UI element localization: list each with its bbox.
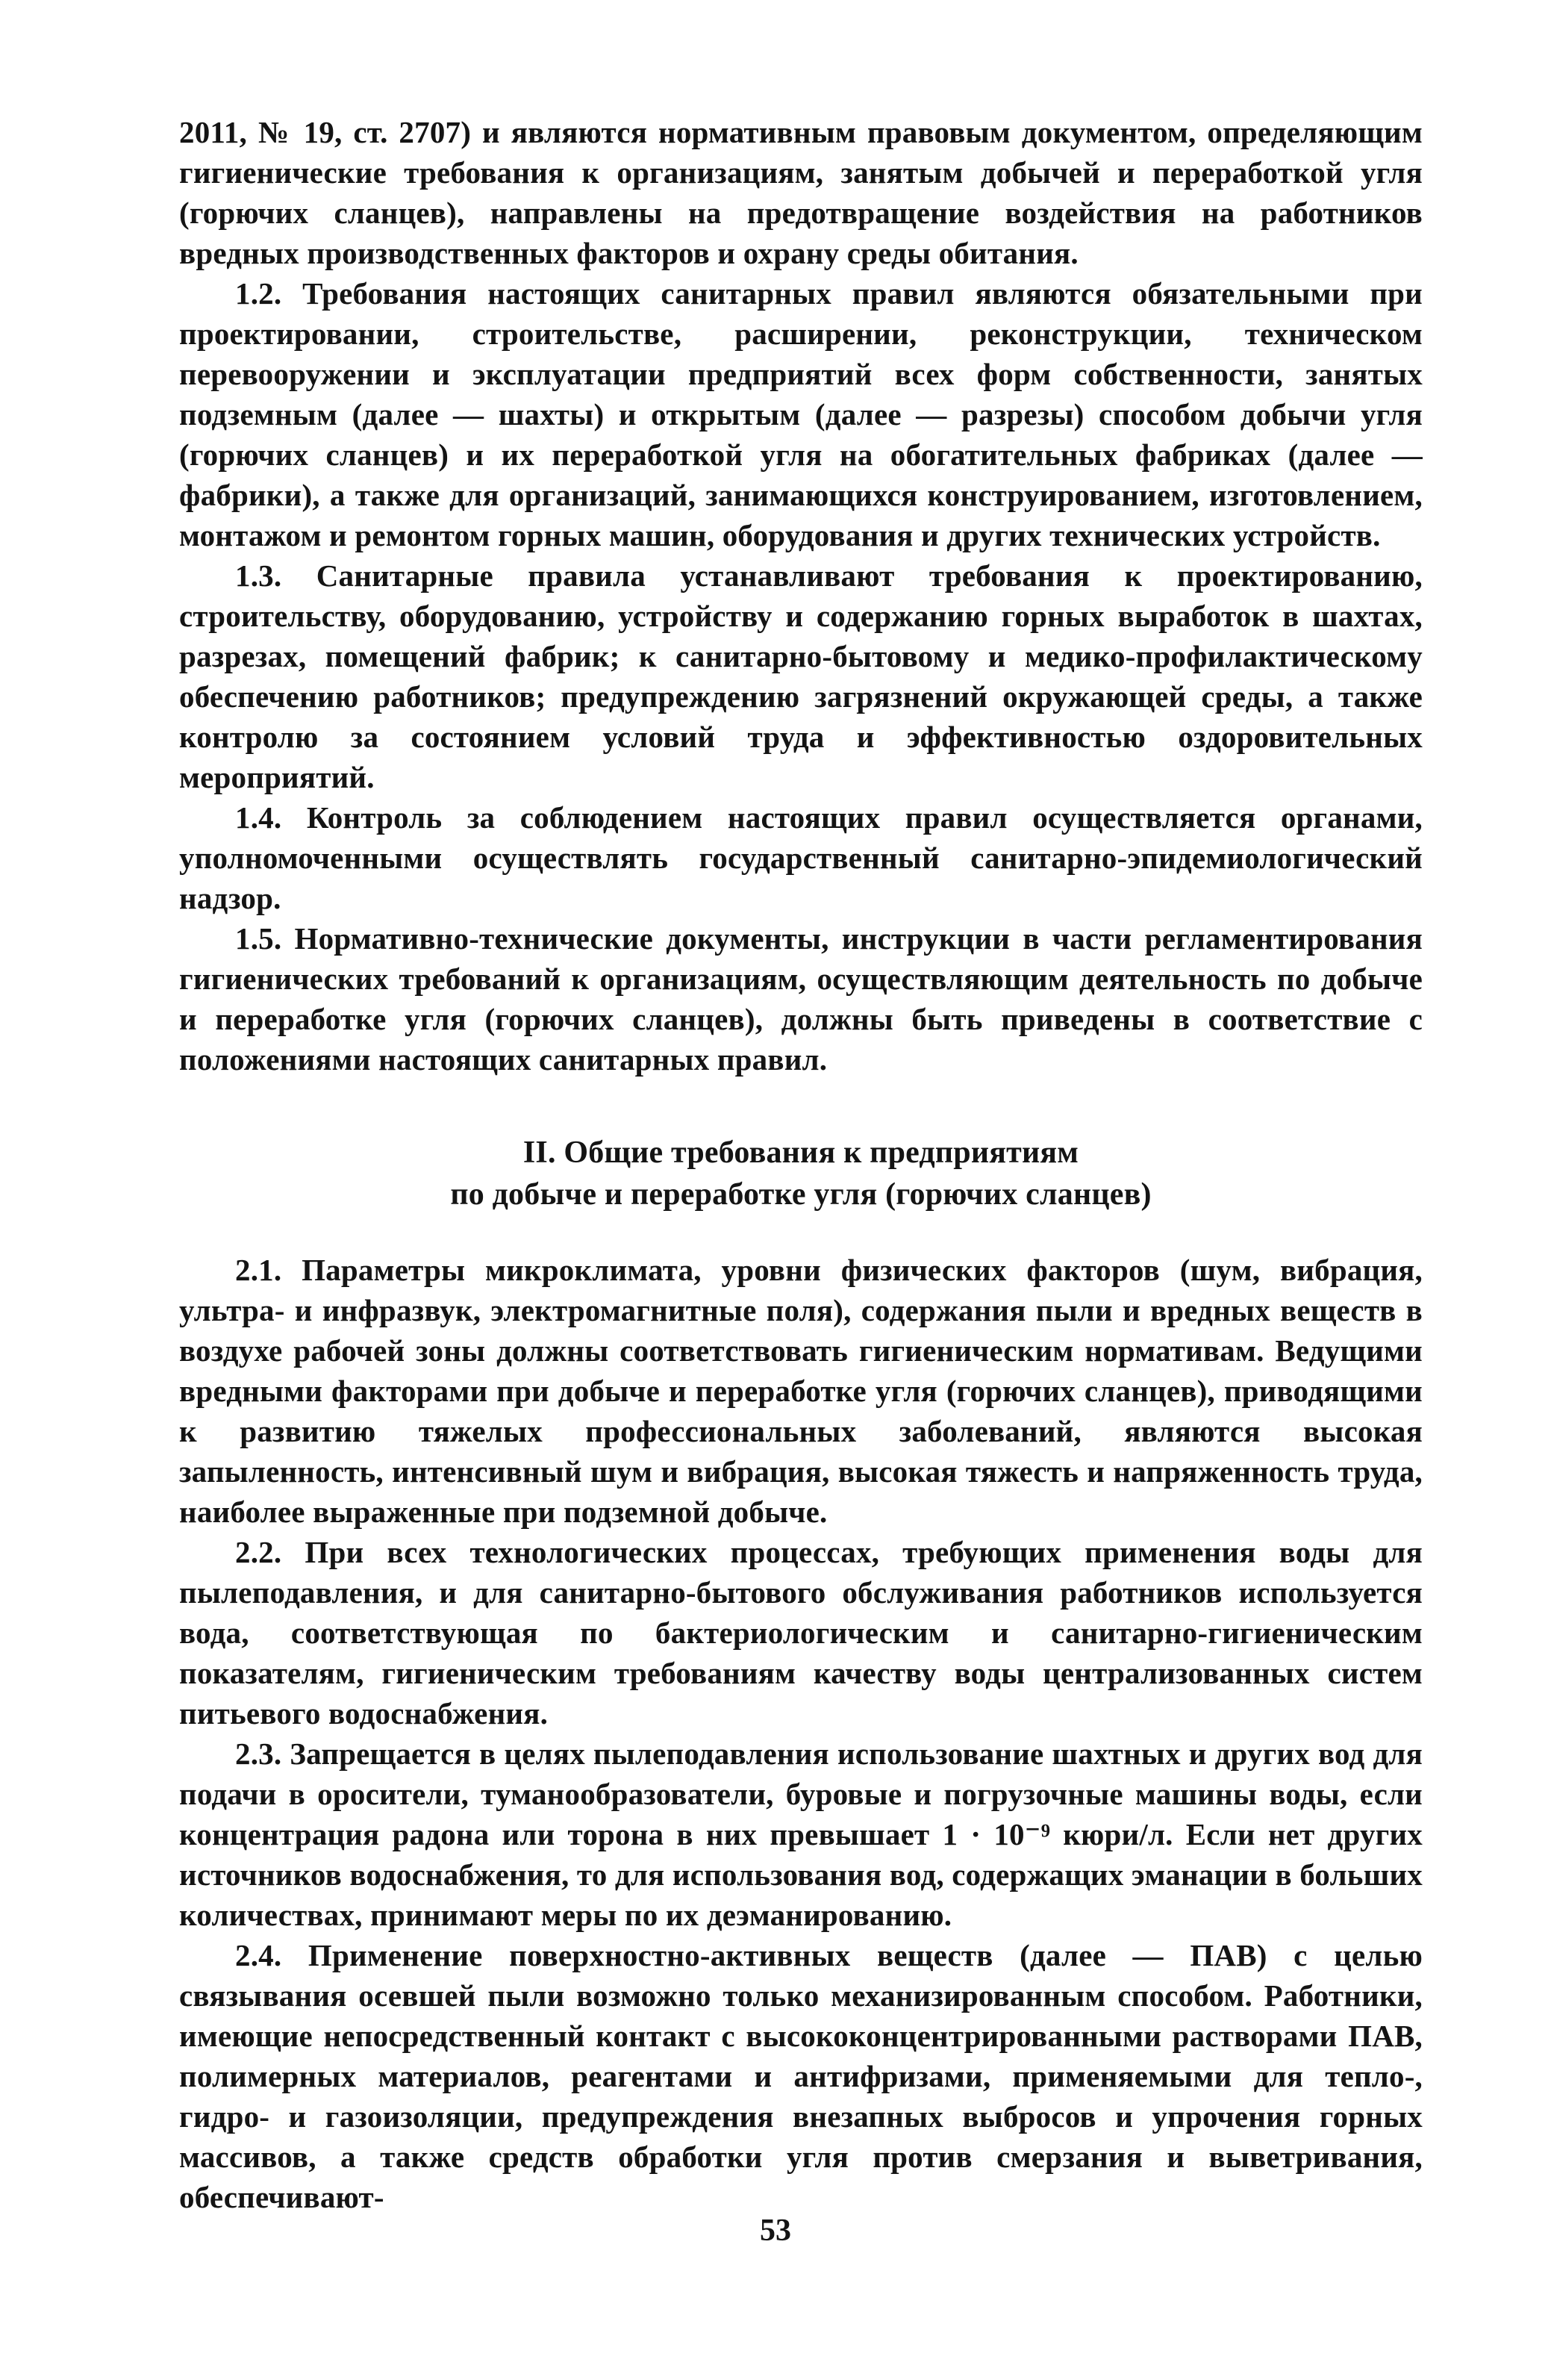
page-number: 53 bbox=[760, 2214, 791, 2248]
paragraph-2-4: 2.4. Применение поверхностно-активных веществ (далее — ПАВ) с целью связывания осевшей пыли возможно только механизированным способом. Работники, имеющие непосредственный контакт с высококонцентрированными растворами ПАВ, полимерных материалов, реагентами и антифризами, применяемыми для тепло-, гидро- и газоизоляции, предупреждения внезапных выбросов и упрочения горных массивов, а также средств обработки угля против смерзания и выветривания, обеспечивают- bbox=[179, 1938, 1423, 2214]
paragraph-1-4: 1.4. Контроль за соблюдением настоящих правил осуществляется органами, уполномоченными осуществлять государственный санитарно-эпидемиологический надзор. bbox=[179, 800, 1423, 915]
paragraph-2-3: 2.3. Запрещается в целях пылеподавления использование шахтных и других вод для подачи в оросители, туманообразователи, буровые и погрузочные машины воды, если концентрация радона или торона в них превышает 1 · 10⁻⁹ кюри/л. Если нет других источников водоснабжения, то для использования вод, содержащих эманации в больших количествах, принимают меры по их деэманированию. bbox=[179, 1736, 1423, 1932]
paragraph-1-5: 1.5. Нормативно-технические документы, инструкции в части регламентирования гигиенических требований к организациям, осуществляющим деятельность по добыче и переработке угля (горючих сланцев), должны быть приведены в соответствие с положениями настоящих санитарных правил. bbox=[179, 921, 1423, 1077]
section-heading-line-1: II. Общие требования к предприятиям bbox=[522, 1136, 1079, 1170]
paragraph-2-2: 2.2. При всех технологических процессах, требующих применения воды для пылеподавления, и для санитарно-бытового обслуживания работников используется вода, соответствующая по бактериологическим и санитарно-гигиеническим показателям, гигиеническим требованиям качеству воды централизованных систем питьевого водоснабжения. bbox=[179, 1535, 1423, 1731]
paragraph-1-3: 1.3. Санитарные правила устанавливают требования к проектированию, строительству, оборудованию, устройству и содержанию горных выработок в шахтах, разрезах, помещений фабрик; к санитарно-бытовому и медико-профилактическому обеспечению работников; предупреждению загрязнений окружающей среды, а также контролю за состоянием условий труда и эффективностью оздоровительных мероприятий. bbox=[179, 558, 1423, 794]
document-page bbox=[179, 112, 1423, 2217]
section-heading bbox=[179, 1132, 1423, 1215]
paragraph-1-2: 1.2. Требования настоящих санитарных правил являются обязательными при проектировании, строительстве, расширении, реконструкции, техническом перевооружении и эксплуатации предприятий всех форм собственности, занятых подземным (далее — шахты) и открытым (далее — разрезы) способом добычи угля (горючих сланцев) и их переработкой угля на обогатительных фабриках (далее — фабрики), а также для организаций, занимающихся конструированием, изготовлением, монтажом и ремонтом горных машин, оборудования и других технических устройств. bbox=[179, 276, 1423, 552]
paragraph-intro-continuation: 2011, № 19, ст. 2707) и являются нормативным правовым документом, определяющим гигиенические требования к организациям, занятым добычей и переработкой угля (горючих сланцев), направлены на предотвращение воздействия на работников вредных производственных факторов и охрану среды обитания. bbox=[179, 115, 1423, 270]
paragraph-2-1: 2.1. Параметры микроклимата, уровни физических факторов (шум, вибрация, ультра- и инфразвук, электромагнитные поля), содержания пыли и вредных веществ в воздухе рабочей зоны должны соответствовать гигиеническим нормативам. Ведущими вредными факторами при добыче и переработке угля (горючих сланцев), приводящими к развитию тяжелых профессиональных заболеваний, являются высокая запыленность, интенсивный шум и вибрация, высокая тяжесть и напряженность труда, наиболее выраженные при подземной добыче. bbox=[179, 1253, 1423, 1529]
section-heading-line-2: по добыче и переработке угля (горючих сланцев) bbox=[450, 1177, 1152, 1212]
